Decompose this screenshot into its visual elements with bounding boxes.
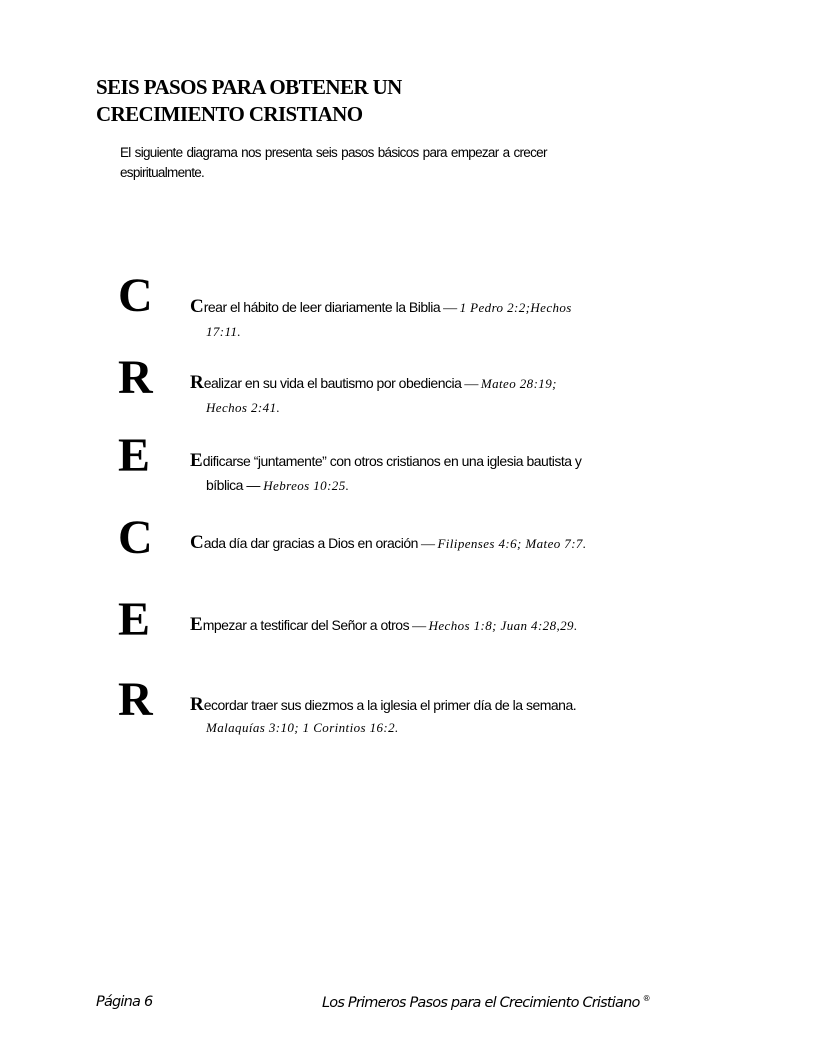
page-title: [96, 74, 596, 128]
step-initial: R: [190, 372, 204, 393]
book-title: [322, 994, 650, 1011]
ref-tail: .: [237, 324, 242, 339]
step-description: ada día dar gracias a Dios en oración: [203, 535, 418, 551]
step-initial: C: [190, 296, 204, 317]
intro-line-1: El siguiente diagrama nos presenta seis pasos básicos para empezar a crecer: [120, 145, 547, 160]
step-description: mpezar a testificar del Señor a otros: [202, 617, 410, 633]
step-text: [190, 614, 665, 638]
title-line-2: CRECIMIENTO CRISTIANO: [96, 102, 363, 126]
scripture-reference: Hechos 1:8; Juan 4:28,29: [428, 618, 574, 633]
step-dash: —: [440, 301, 460, 316]
step-description: ealizar en su vida el bautismo por obediencia: [203, 375, 462, 391]
step-text: [190, 532, 665, 556]
scripture-reference-cont: Hebreos 10:25: [263, 478, 346, 493]
step-description: rear el hábito de leer diariamente la Biblia: [203, 299, 441, 315]
title-line-1: SEIS PASOS PARA OBTENER UN: [96, 75, 402, 99]
step-initial: R: [190, 694, 204, 715]
scripture-reference: 1 Pedro 2:2;Hechos: [459, 300, 572, 315]
book-title-text: Los Primeros Pasos para el Crecimiento Cristiano: [322, 994, 640, 1011]
step-description: dificarse “juntamente” con otros cristianos en una iglesia bautista y: [202, 453, 582, 469]
intro-paragraph: [120, 143, 650, 183]
step-initial: C: [190, 532, 204, 553]
scripture-reference: Mateo 28:19;: [480, 376, 557, 391]
step-text: [190, 296, 665, 343]
step-description-cont: bíblica —: [206, 477, 264, 493]
scripture-reference-cont: Malaquías 3:10; 1 Corintios 16:2.: [206, 720, 399, 735]
ref-tail: .: [573, 618, 578, 633]
step-letter: C: [118, 269, 153, 322]
scripture-reference-cont: Hechos 2:41.: [206, 400, 281, 415]
step-dash: —: [409, 619, 429, 634]
step-letter: E: [118, 429, 151, 482]
scripture-reference-cont: 17:11: [206, 324, 238, 339]
step-letter: R: [118, 673, 153, 726]
step-dash: —: [461, 377, 481, 392]
step-text: [190, 450, 665, 497]
intro-line-2: espiritualmente.: [120, 165, 205, 180]
step-letter: E: [118, 593, 151, 646]
step-initial: E: [190, 614, 203, 635]
page-number: Página 6: [96, 994, 153, 1010]
step-text: [190, 694, 665, 739]
step-text: [190, 372, 665, 419]
registered-mark: ®: [642, 994, 650, 1003]
scripture-reference: Filipenses 4:6; Mateo 7:7.: [437, 536, 587, 551]
step-dash: —: [417, 537, 438, 552]
ref-tail: .: [345, 478, 350, 493]
step-description: ecordar traer sus diezmos a la iglesia el primer día de la semana.: [203, 697, 577, 713]
step-initial: E: [190, 450, 203, 471]
step-letter: C: [118, 511, 153, 564]
step-letter: R: [118, 351, 153, 404]
